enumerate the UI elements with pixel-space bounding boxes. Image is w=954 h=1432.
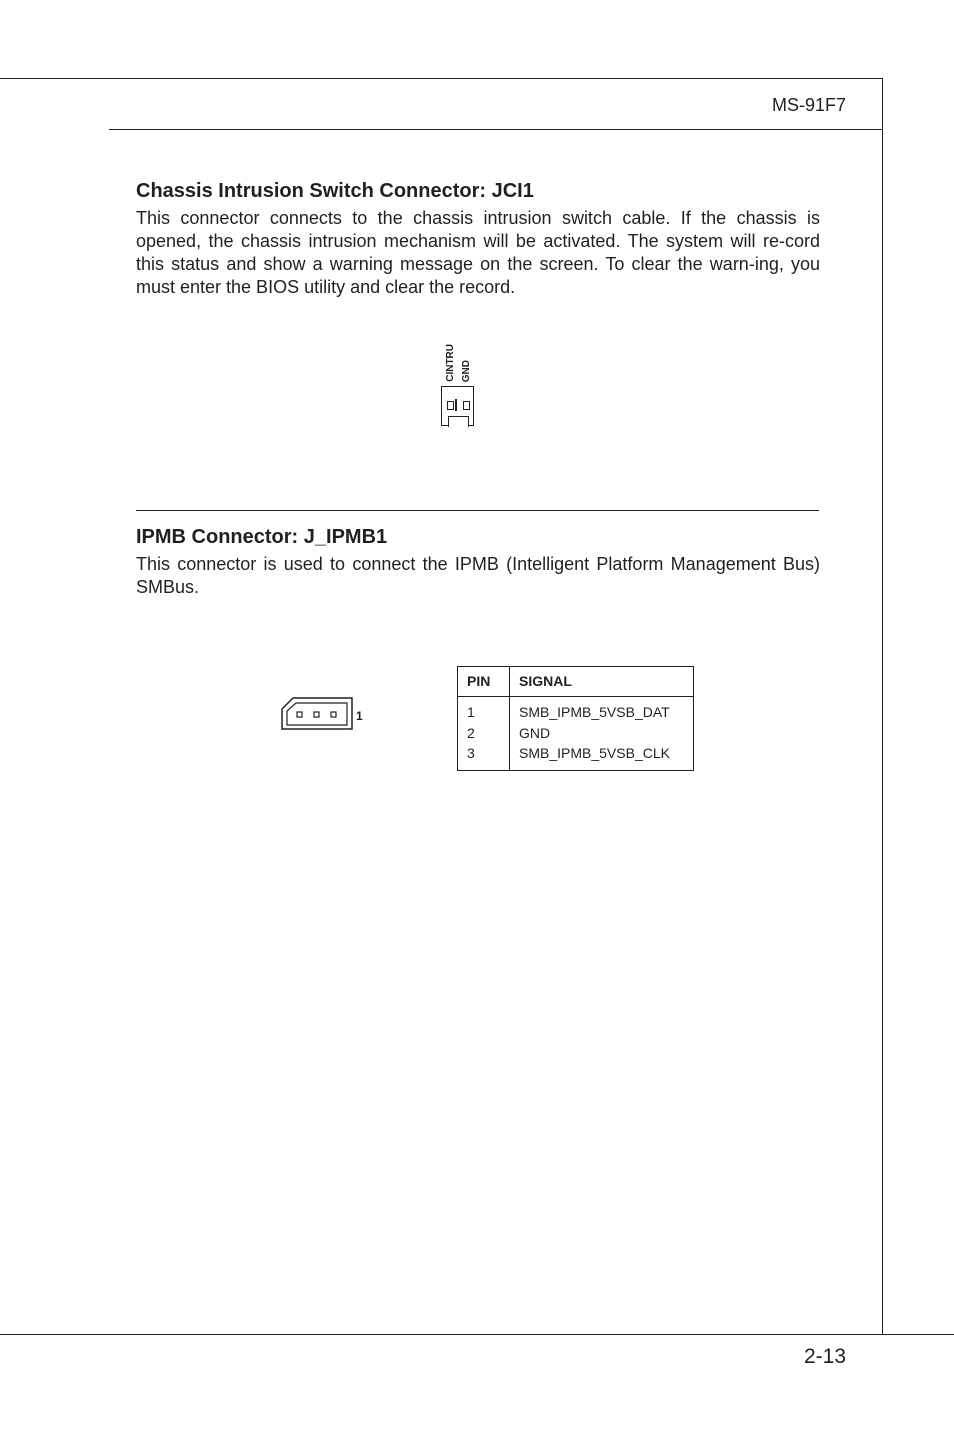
jci1-connector-key bbox=[448, 416, 469, 427]
signal-name: SMB_IPMB_5VSB_CLK bbox=[519, 745, 670, 761]
ipmb-connector-shape bbox=[281, 697, 353, 730]
jci1-description: This connector connects to the chassis intrusion switch cable. If the chassis is opened, the chassis intrusion mechanism will be activated. The system will re-cord this status and show a warning message on the screen. To clear the warn-ing, you must enter the BIOS utility and clear the record. bbox=[136, 208, 820, 297]
pin-label-gnd: GND bbox=[461, 359, 472, 382]
header-pin: PIN bbox=[458, 667, 510, 697]
pin-number: 2 bbox=[467, 724, 475, 741]
jci1-heading: Chassis Intrusion Switch Connector: JCI1 bbox=[136, 180, 534, 202]
bottom-rule bbox=[0, 1334, 954, 1335]
jci1-pin-1 bbox=[447, 401, 454, 410]
table-row bbox=[458, 697, 694, 771]
pin-label-cintru: CINTRU bbox=[445, 344, 456, 382]
model-number: MS-91F7 bbox=[771, 95, 846, 115]
jci1-pin-2 bbox=[463, 401, 470, 410]
pin-column bbox=[458, 697, 510, 771]
table-header-row bbox=[458, 667, 694, 697]
top-rule bbox=[0, 78, 883, 79]
header-rule bbox=[109, 129, 883, 130]
ipmb-description: This connector is used to connect the IPMB (Intelligent Platform Management Bus) SMBus. bbox=[136, 554, 820, 597]
page-number: 2-13 bbox=[803, 1345, 846, 1368]
pin-number: 1 bbox=[467, 704, 475, 720]
signal-name: SMB_IPMB_5VSB_DAT bbox=[519, 704, 670, 720]
jci1-pin-labels bbox=[441, 332, 477, 382]
ipmb-connector-diagram bbox=[281, 697, 363, 730]
pin-number: 3 bbox=[467, 745, 475, 761]
ipmb-heading: IPMB Connector: J_IPMB1 bbox=[136, 526, 388, 548]
signal-column bbox=[510, 697, 694, 771]
ipmb-pin1-label: 1 bbox=[356, 709, 363, 723]
signal-name: GND bbox=[519, 724, 551, 741]
header-signal: SIGNAL bbox=[510, 667, 694, 697]
section-divider bbox=[136, 510, 819, 511]
jci1-connector-diagram bbox=[441, 386, 474, 426]
right-border bbox=[882, 78, 883, 1335]
jci1-pin-separator bbox=[455, 399, 457, 411]
jci1-section bbox=[136, 179, 820, 299]
ipmb-section bbox=[136, 525, 820, 599]
ipmb-pin-table bbox=[457, 666, 694, 771]
